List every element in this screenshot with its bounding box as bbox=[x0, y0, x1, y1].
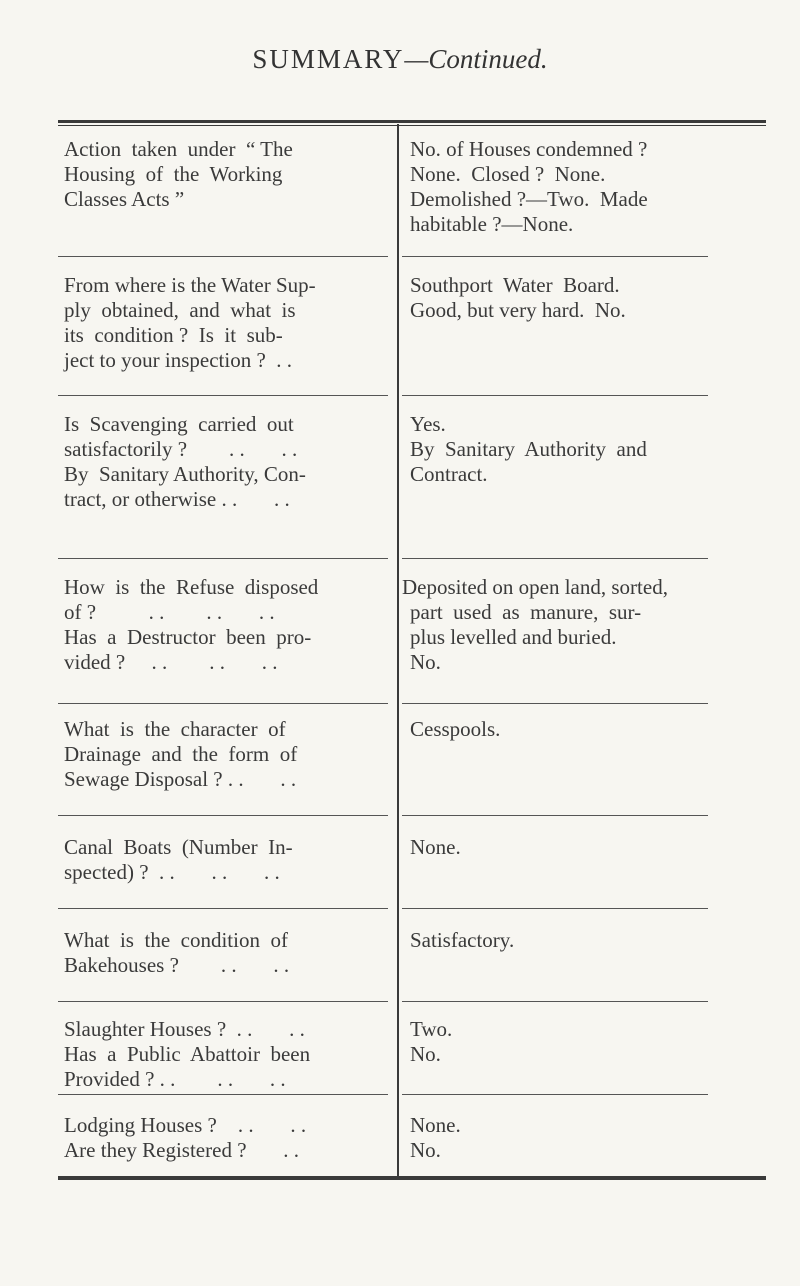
text-line: Has a Destructor been pro- bbox=[64, 625, 312, 649]
text-line: Housing of the Working bbox=[64, 162, 283, 186]
answer-refuse bbox=[402, 575, 747, 675]
top-rule bbox=[58, 120, 766, 123]
text-line: Drainage and the form of bbox=[64, 742, 298, 766]
question-refuse bbox=[64, 575, 390, 675]
text-line: By Sanitary Authority and bbox=[410, 437, 647, 461]
text-line: No. of Houses condemned ? bbox=[410, 137, 648, 161]
bottom-rule bbox=[58, 1176, 766, 1180]
heading-main: SUMMARY bbox=[252, 44, 405, 74]
text-line: How is the Refuse disposed bbox=[64, 575, 319, 599]
answer-housing-acts bbox=[410, 137, 755, 237]
row-separator bbox=[58, 815, 388, 816]
row-separator bbox=[58, 558, 388, 559]
answer-slaughter-houses bbox=[410, 1017, 755, 1067]
text-line: Yes. bbox=[410, 412, 446, 436]
text-line: part used as manure, sur- bbox=[410, 600, 642, 624]
column-divider bbox=[397, 124, 399, 1176]
text-line: Bakehouses ? . . . . bbox=[64, 953, 290, 977]
page-heading bbox=[0, 44, 800, 75]
text-line: Cesspools. bbox=[410, 717, 501, 741]
text-line: Action taken under “ The bbox=[64, 137, 293, 161]
text-line: By Sanitary Authority, Con- bbox=[64, 462, 306, 486]
text-line: Sewage Disposal ? . . . . bbox=[64, 767, 297, 791]
text-line: None. bbox=[410, 1113, 461, 1137]
text-line: ply obtained, and what is bbox=[64, 298, 296, 322]
text-line: No. bbox=[410, 650, 441, 674]
row-separator bbox=[402, 815, 708, 816]
text-line: Satisfactory. bbox=[410, 928, 515, 952]
text-line: Demolished ?—Two. Made bbox=[410, 187, 648, 211]
row-separator bbox=[402, 1001, 708, 1002]
answer-drainage bbox=[410, 717, 755, 742]
question-water-supply bbox=[64, 273, 390, 373]
answer-lodging-houses bbox=[410, 1113, 755, 1163]
row-separator bbox=[402, 1094, 708, 1095]
top-rule-thin bbox=[58, 125, 766, 126]
answer-bakehouses bbox=[410, 928, 755, 953]
text-line: Southport Water Board. bbox=[410, 273, 620, 297]
text-line: plus levelled and buried. bbox=[410, 625, 617, 649]
text-line: Contract. bbox=[410, 462, 488, 486]
text-line: Lodging Houses ? . . . . bbox=[64, 1113, 307, 1137]
row-separator bbox=[58, 1094, 388, 1095]
text-line: Slaughter Houses ? . . . . bbox=[64, 1017, 305, 1041]
row-separator bbox=[402, 703, 708, 704]
text-line: Classes Acts ” bbox=[64, 187, 185, 211]
text-line: satisfactorily ? . . . . bbox=[64, 437, 298, 461]
text-line: Is Scavenging carried out bbox=[64, 412, 294, 436]
heading-continued: —Continued. bbox=[404, 44, 548, 74]
text-line: Good, but very hard. No. bbox=[410, 298, 626, 322]
row-separator bbox=[402, 558, 708, 559]
text-line: No. bbox=[410, 1138, 441, 1162]
question-bakehouses bbox=[64, 928, 390, 978]
text-line: Deposited on open land, sorted, bbox=[402, 575, 668, 599]
text-line: What is the condition of bbox=[64, 928, 288, 952]
text-line: Provided ? . . . . . . bbox=[64, 1067, 286, 1091]
text-line: of ? . . . . . . bbox=[64, 600, 275, 624]
row-separator bbox=[58, 703, 388, 704]
answer-scavenging bbox=[410, 412, 755, 487]
row-separator bbox=[402, 395, 708, 396]
text-line: Are they Registered ? . . bbox=[64, 1138, 300, 1162]
row-separator bbox=[58, 395, 388, 396]
text-line: No. bbox=[410, 1042, 441, 1066]
row-separator bbox=[58, 1001, 388, 1002]
text-line: Has a Public Abattoir been bbox=[64, 1042, 311, 1066]
text-line: What is the character of bbox=[64, 717, 286, 741]
text-line: Canal Boats (Number In- bbox=[64, 835, 293, 859]
text-line: its condition ? Is it sub- bbox=[64, 323, 283, 347]
text-line: tract, or otherwise . . . . bbox=[64, 487, 290, 511]
text-line: habitable ?—None. bbox=[410, 212, 574, 236]
row-separator bbox=[58, 908, 388, 909]
answer-water-supply bbox=[410, 273, 755, 323]
question-canal-boats bbox=[64, 835, 390, 885]
question-scavenging bbox=[64, 412, 390, 512]
text-line: None. Closed ? None. bbox=[410, 162, 606, 186]
row-separator bbox=[402, 908, 708, 909]
row-separator bbox=[58, 256, 388, 257]
question-lodging-houses bbox=[64, 1113, 390, 1163]
text-line: None. bbox=[410, 835, 461, 859]
row-separator bbox=[402, 256, 708, 257]
question-housing-acts bbox=[64, 137, 390, 212]
text-line: spected) ? . . . . . . bbox=[64, 860, 280, 884]
answer-canal-boats bbox=[410, 835, 755, 860]
text-line: vided ? . . . . . . bbox=[64, 650, 278, 674]
text-line: Two. bbox=[410, 1017, 453, 1041]
question-drainage bbox=[64, 717, 390, 792]
question-slaughter-houses bbox=[64, 1017, 390, 1092]
text-line: From where is the Water Sup- bbox=[64, 273, 316, 297]
text-line: ject to your inspection ? . . bbox=[64, 348, 293, 372]
